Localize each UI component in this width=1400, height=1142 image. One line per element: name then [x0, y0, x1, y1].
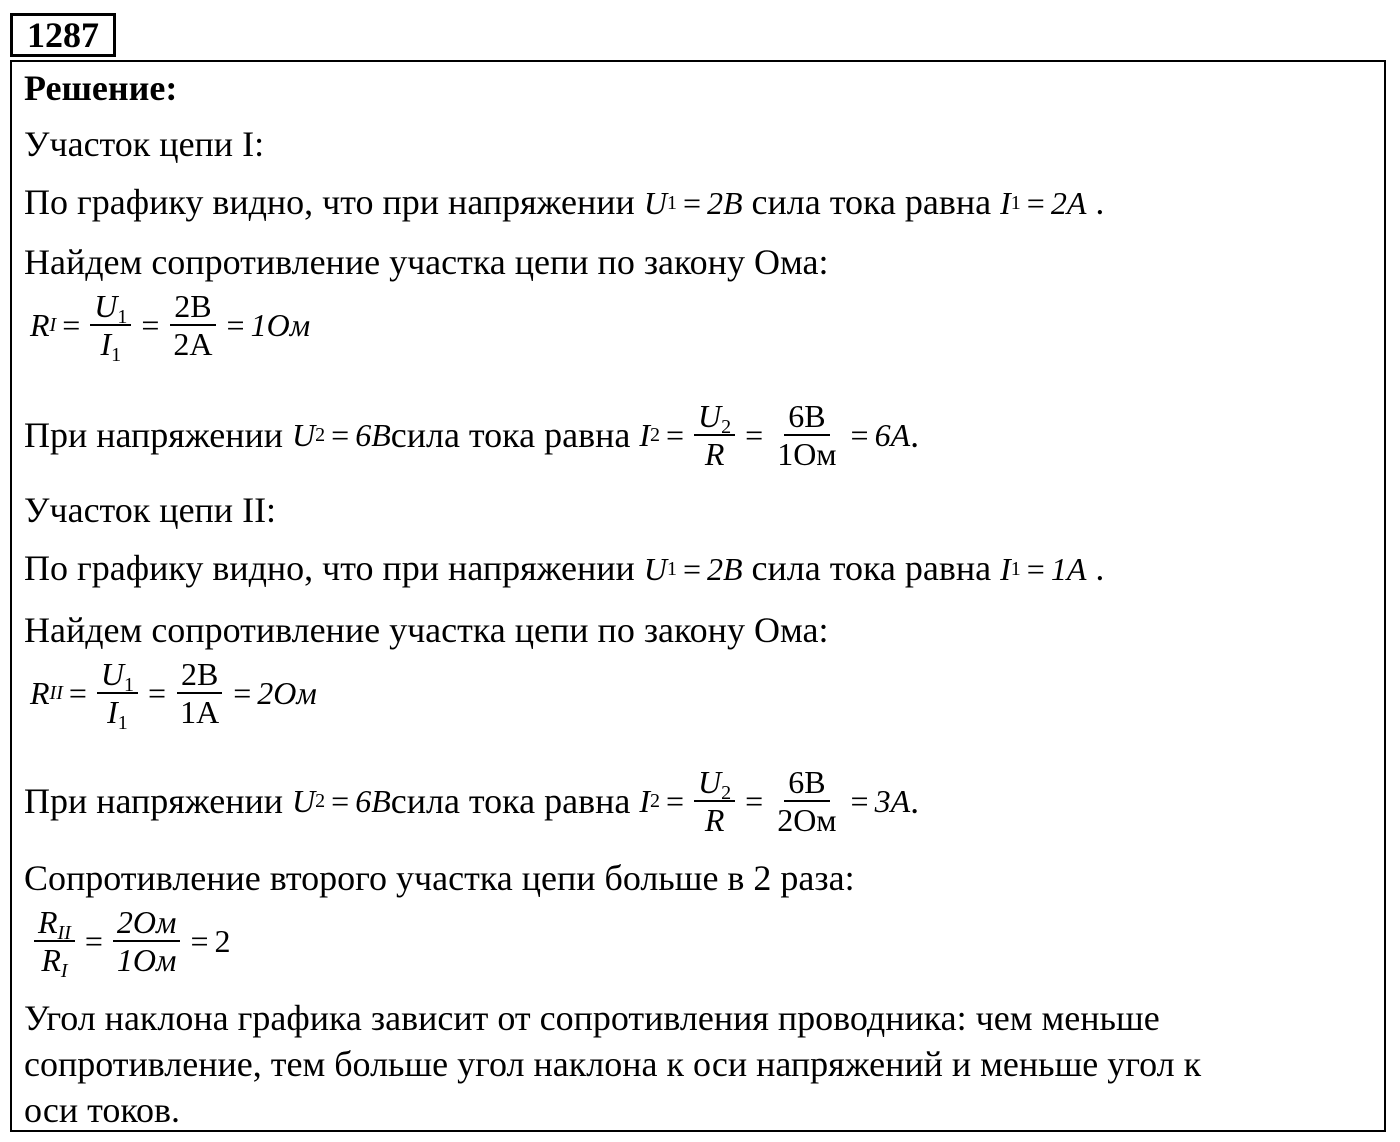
- section2-heading: Участок цепи II:: [24, 490, 277, 530]
- section1-line1-mid: сила тока равна: [751, 182, 992, 222]
- solution-title: Решение:: [24, 68, 178, 108]
- section1-resistance-equation: R I = $\frac{U_1}{I_1}$ = $\frac{2B}{2A}$ = 1Ом: [30, 288, 311, 366]
- section1-ohm-text: Найдем сопротивление участка цепи по закону Ома:: [24, 242, 829, 282]
- section1-line1: По графику видно, что при напряжении U 1 = 2B сила тока равна I 1 = 2A .: [24, 182, 1105, 222]
- section2-line2: При напряжении U 2 = 6B сила тока равна I 2 = $\frac{U_2}{R}$ = $\frac{6B}{2Ом}$ = 3A .: [24, 764, 920, 838]
- conclusion-line3: оси токов.: [24, 1090, 181, 1130]
- section2-line1: По графику видно, что при напряжении U 1 = 2B сила тока равна I 1 = 1A .: [24, 548, 1105, 588]
- section2-ohm-text: Найдем сопротивление участка цепи по закону Ома:: [24, 610, 829, 650]
- conclusion-line2: сопротивление, тем больше угол наклона к оси напряжений и меньше угол к: [24, 1044, 1202, 1084]
- value-fraction: $\frac{2B}{2A}$: [169, 288, 216, 362]
- section1-u1-formula: U 1 = 2B: [643, 185, 743, 221]
- ratio-text: Сопротивление второго участка цепи больше в 2 раза:: [24, 858, 855, 898]
- u-over-i-fraction: $\frac{U_1}{I_1}$: [90, 288, 131, 362]
- section1-line1-text: По графику видно, что при напряжении: [24, 182, 635, 222]
- section1-line2: При напряжении U 2 = 6B сила тока равна I 2 = $\frac{U_2}{R}$ = $\frac{6B}{1Ом}$ = 6A .: [24, 398, 920, 472]
- section1-i1-formula: I 1 = 2A: [1000, 185, 1087, 221]
- conclusion-line1: Угол наклона графика зависит от сопротивления проводника: чем меньше: [24, 998, 1160, 1038]
- section1-heading: Участок цепи I:: [24, 124, 265, 164]
- problem-number: 1287: [10, 13, 116, 57]
- section2-resistance-equation: R II = $\frac{U_1}{I_1}$ = $\frac{2B}{1A}$ = 2Ом: [30, 656, 317, 734]
- ratio-equation: $\frac{R_{II}}{R_I}$ = $\frac{2Ом}{1Ом}$ = 2: [30, 904, 231, 978]
